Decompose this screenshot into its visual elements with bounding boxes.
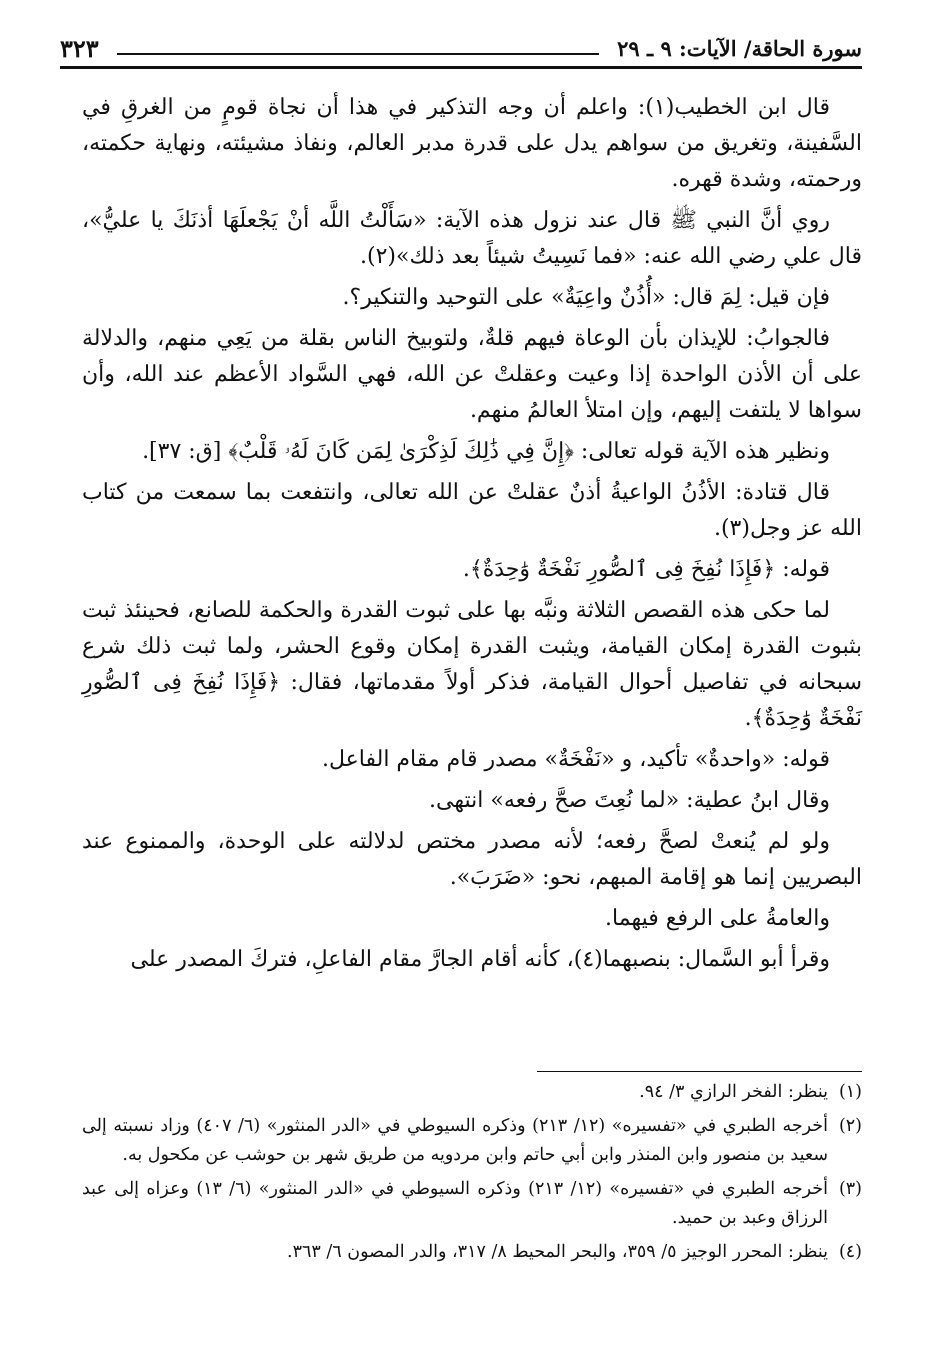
footnote-text: ينظر: الفخر الرازي ٣/ ٩٤. bbox=[639, 1082, 828, 1102]
footnote-rule bbox=[537, 1071, 862, 1072]
footnote-number: (٤) bbox=[838, 1242, 862, 1262]
footnote bbox=[82, 1238, 862, 1267]
footnote bbox=[82, 1112, 862, 1170]
paragraph: قوله: ﴿فَإِذَا نُفِخَ فِى ٱلصُّورِ نَفْخَةٌ وَٰحِدَةٌ﴾. bbox=[462, 557, 830, 582]
paragraph: ونظير هذه الآية قوله تعالى: ﴿إِنَّ فِي ذَٰلِكَ لَذِكْرَىٰ لِمَن كَانَ لَهُۥ قَلْبٌ﴾ [ق: ٣٧]. bbox=[142, 439, 830, 464]
footnote-text: ينظر: المحرر الوجيز ٥/ ٣٥٩، والبحر المحيط ٨/ ٣١٧، والدر المصون ٦/ ٣٦٣. bbox=[287, 1242, 828, 1262]
footnote-number: (٣) bbox=[838, 1179, 862, 1199]
footnote bbox=[82, 1175, 862, 1233]
paragraph: وقال ابنُ عطية: «لما نُعِتَ صحَّ رفعه» انتهى. bbox=[429, 788, 830, 813]
running-head: سورة الحاقة/ الآيات: ٩ ـ ٢٩ bbox=[617, 35, 862, 61]
paragraph: قال قتادة: الأذُنُ الواعيةُ أذنٌ عقلتْ عن الله تعالى، وانتفعت بما سمعت من كتاب الله عز وجل(٣). bbox=[82, 480, 862, 541]
paragraph: ولو لم يُنعتْ لصحَّ رفعه؛ لأنه مصدر مختص لدلالته على الوحدة، والممنوع عند البصريين إنما هو إقامة المبهم، نحو: «ضَرَبَ». bbox=[82, 829, 862, 890]
page-number: ٣٢٣ bbox=[60, 33, 99, 63]
paragraph: قوله: «واحدةٌ» تأكيد، و «نَفْخَةٌ» مصدر قام مقام الفاعل. bbox=[322, 747, 830, 772]
paragraph: روي أنَّ النبي ﷺ قال عند نزول هذه الآية: «سَأَلْتُ اللَّه أنْ يَجْعلَهَا أذنَكَ يا عليُّ»، قال علي رضي الله عنه: «فما نَسِيتُ شيئاً بعد ذلك»(٢). bbox=[82, 208, 862, 269]
header-rule bbox=[117, 53, 599, 55]
main-text bbox=[82, 90, 862, 983]
footnote-number: (١) bbox=[838, 1082, 862, 1102]
top-rule bbox=[60, 66, 862, 69]
paragraph: فإن قيل: لِمَ قال: «أُذُنٌ واعِيَةٌ» على التوحيد والتنكير؟. bbox=[342, 285, 830, 310]
paragraph: وقرأ أبو السَّمال: بنصبهما(٤)، كأنه أقام الجارَّ مقام الفاعلِ، فتركَ المصدر على bbox=[130, 947, 830, 972]
page-header bbox=[60, 30, 862, 66]
footnote bbox=[82, 1078, 862, 1107]
paragraph: فالجوابُ: للإيذان بأن الوعاة فيهم قلةٌ، ولتوبيخ الناس بقلة من يَعِي منهم، والدلالة على أن الأذن الواحدة إذا وعيت وعقلتْ عن الله، فهي السَّواد الأعظم عند الله، وأن سواها لا يلتفت إليهم، وإن امتلأ العالمُ منهم. bbox=[82, 326, 863, 423]
paragraph: لما حكى هذه القصص الثلاثة ونبَّه بها على ثبوت القدرة والحكمة للصانع، فحينئذ ثبت بثبوت القدرة إمكان القيامة، ويثبت القدرة إمكان وقوع الحشر، ولما ثبت ذلك شرع سبحانه في تفاصيل أحوال القيامة، فذكر أولاً مقدماتها، فقال: ﴿فَإِذَا نُفِخَ فِى ٱلصُّورِ نَفْخَةٌ وَٰحِدَةٌ﴾. bbox=[82, 598, 862, 731]
paragraph: قال ابن الخطيب(١): واعلم أن وجه التذكير في هذا أن نجاة قومٍ من الغرقِ في السَّفينة، وتغريق من سواهم يدل على قدرة مدبر العالم، ونفاذ مشيئته، ونهاية حكمته، ورحمته، وشدة قهره. bbox=[82, 95, 862, 192]
footnote-number: (٢) bbox=[838, 1116, 862, 1136]
footnotes bbox=[82, 1078, 862, 1272]
footnote-text: أخرجه الطبري في «تفسيره» (١٢/ ٢١٣) وذكره السيوطي في «الدر المنثور» (٦/ ٤٠٧) وزاد نسبته إلى سعيد بن منصور وابن المنذر وابن أبي حاتم وابن مردويه من طريق شهر بن حوشب عن مكحول به. bbox=[82, 1116, 828, 1165]
paragraph: والعامةُ على الرفع فيهما. bbox=[605, 906, 830, 931]
footnote-text: أخرجه الطبري في «تفسيره» (١٢/ ٢١٣) وذكره السيوطي في «الدر المنثور» (٦/ ١٣) وعزاه إلى عبد الرزاق وعبد بن حميد. bbox=[82, 1179, 828, 1228]
